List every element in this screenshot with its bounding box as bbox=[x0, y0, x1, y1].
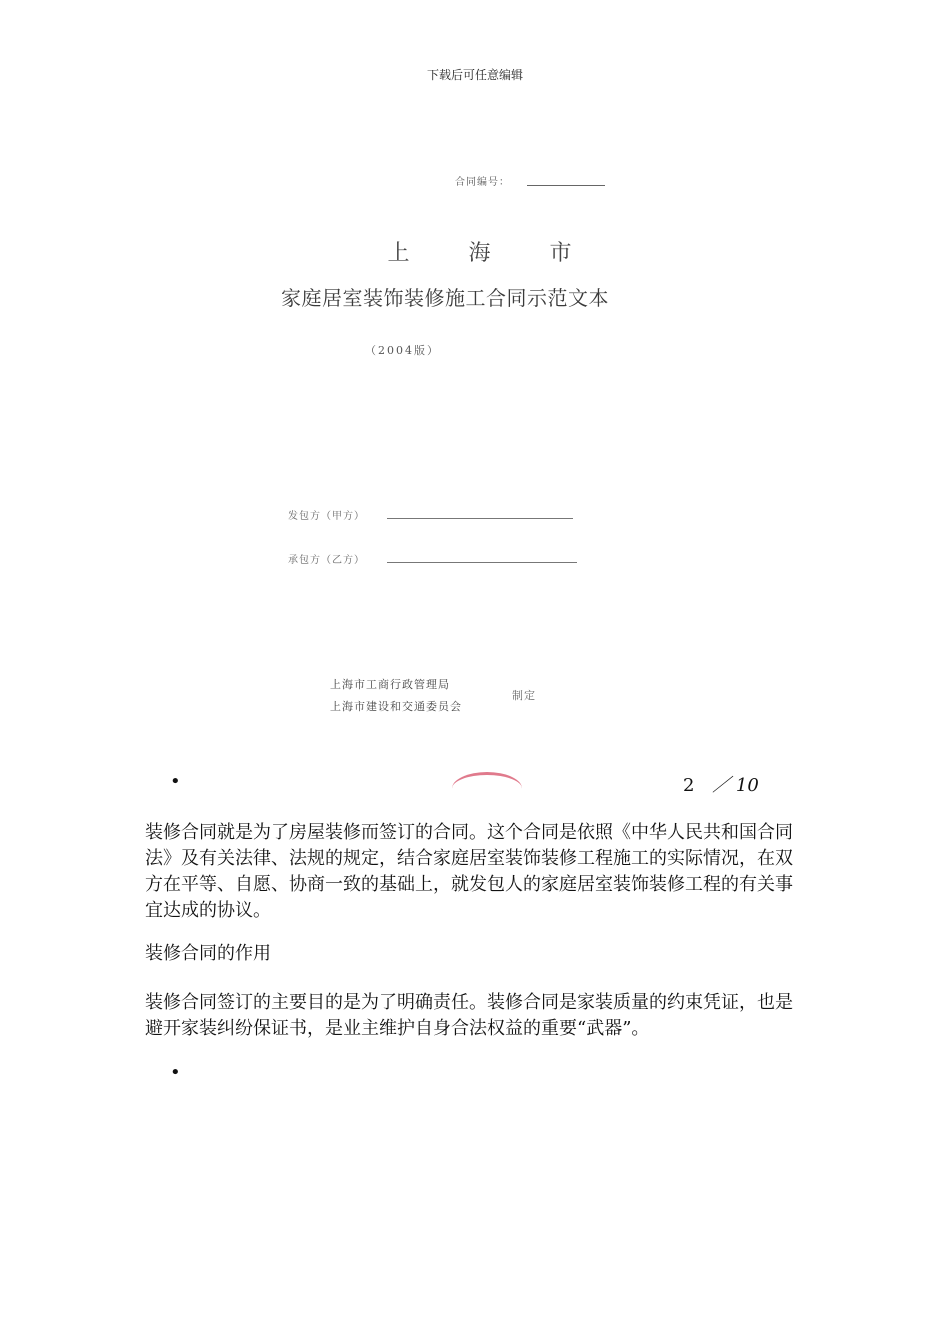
bullet-point: • bbox=[170, 1062, 181, 1083]
issued-label: 制定 bbox=[512, 689, 536, 702]
contract-cover-image bbox=[240, 140, 690, 790]
bullet-point: • bbox=[170, 771, 181, 792]
issuer-2: 上海市建设和交通委员会 bbox=[330, 700, 462, 713]
page-separator: ／ bbox=[712, 775, 731, 796]
contract-number-line bbox=[527, 185, 605, 186]
page-header-note: 下载后可任意编辑 bbox=[426, 68, 523, 82]
cover-title: 家庭居室装饰装修施工合同示范文本 bbox=[281, 286, 609, 310]
party-b-line bbox=[387, 562, 577, 563]
party-b-label: 承包方（乙方） bbox=[288, 555, 365, 566]
section-heading: 装修合同的作用 bbox=[145, 943, 271, 964]
contract-number-label: 合同编号： bbox=[455, 177, 510, 188]
cover-edition: （2004版） bbox=[365, 344, 440, 357]
page-current: 2 bbox=[683, 775, 695, 796]
intro-paragraph: 装修合同就是为了房屋装修而签订的合同。这个合同是依照《中华人民共和国合同法》及有关法律、法规的规定，结合家庭居室装饰装修工程施工的实际情况，在双方在平等、自愿、协商一致的基础上，就发包人的家庭居室装饰装修工程的有关事宜达成的协议。 bbox=[145, 822, 793, 921]
purpose-paragraph: 装修合同签订的主要目的是为了明确责任。装修合同是家装质量的约束凭证，也是避开家装纠纷保证书，是业主维护自身合法权益的重要“武器”。 bbox=[145, 992, 793, 1039]
page-indicator bbox=[683, 771, 759, 797]
red-stamp-arc bbox=[452, 772, 522, 805]
page-total: 10 bbox=[735, 775, 759, 796]
party-a-label: 发包方（甲方） bbox=[288, 511, 365, 522]
party-a-line bbox=[387, 518, 573, 519]
issuer-1: 上海市工商行政管理局 bbox=[330, 678, 450, 691]
cover-city: 上 海 市 bbox=[387, 241, 598, 266]
